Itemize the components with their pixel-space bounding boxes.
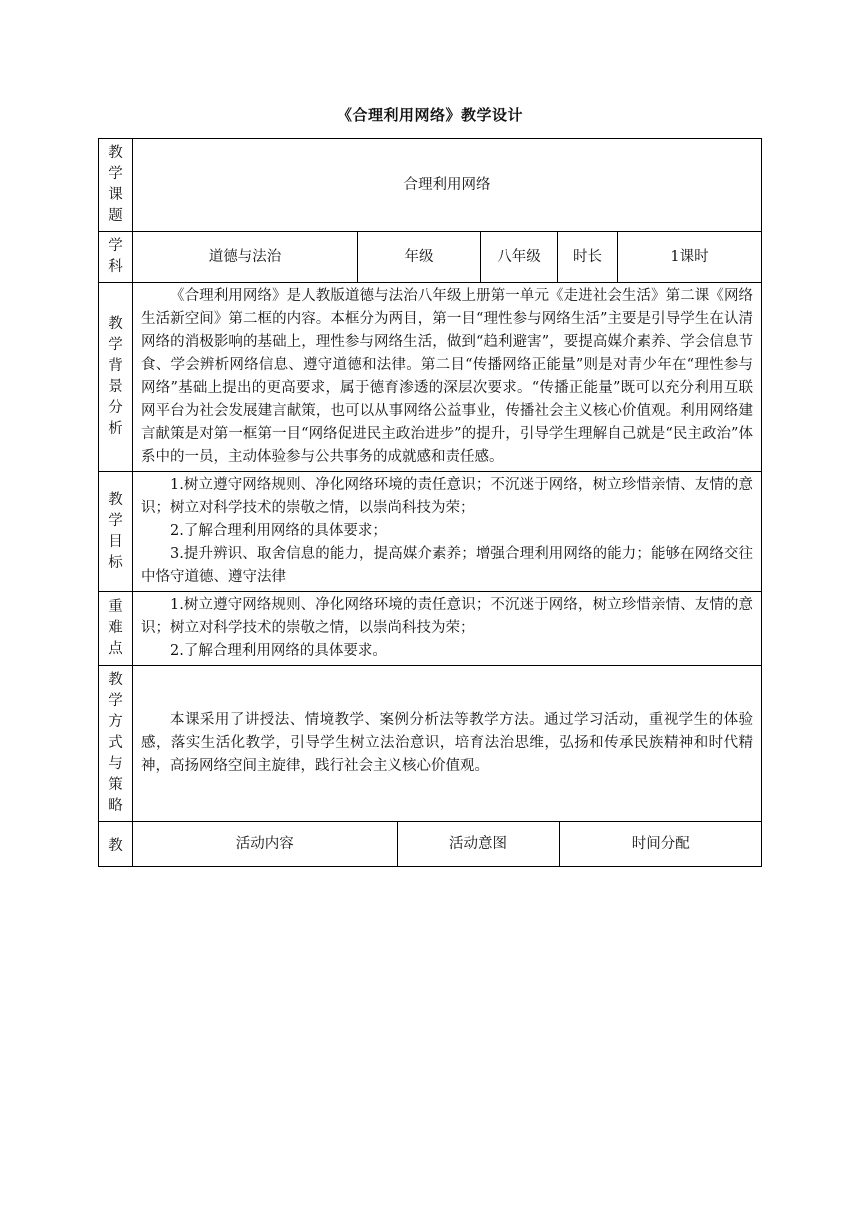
lesson-plan-table bbox=[98, 138, 762, 867]
subject-row bbox=[99, 232, 762, 283]
topic-label: 教 学 课 题 bbox=[99, 139, 133, 232]
goals-label: 教 学 目 标 bbox=[99, 472, 133, 592]
goal-item: 1.树立遵守网络规则、净化网络环境的责任意识；不沉迷于网络，树立珍惜亲情、友情的意识；树立对科学技术的崇敬之情，以崇尚科技为荣； bbox=[141, 477, 754, 516]
topic-row bbox=[99, 139, 762, 232]
background-text-cell bbox=[133, 283, 762, 472]
time-allocation-header: 时间分配 bbox=[559, 822, 762, 866]
background-row bbox=[99, 283, 762, 472]
activity-content-header: 活动内容 bbox=[235, 835, 294, 852]
background-label: 教 学 背 景 分 析 bbox=[99, 283, 133, 472]
activity-intent-header: 活动意图 bbox=[397, 822, 559, 866]
duration-label: 时长 bbox=[558, 232, 618, 283]
topic-value: 合理利用网络 bbox=[133, 139, 762, 232]
grade-value: 八年级 bbox=[481, 232, 558, 283]
duration-value: 1课时 bbox=[618, 232, 762, 283]
goals-row bbox=[99, 472, 762, 592]
process-row bbox=[99, 822, 762, 867]
key-point-item: 2.了解合理利用网络的具体要求。 bbox=[170, 643, 387, 659]
process-label: 教 bbox=[99, 822, 133, 867]
process-header-table bbox=[133, 822, 762, 866]
subject-value: 道德与法治 bbox=[133, 232, 358, 283]
grade-label: 年级 bbox=[358, 232, 481, 283]
methods-label: 教 学 方 式 与 策 略 bbox=[99, 666, 133, 822]
methods-text-cell bbox=[133, 666, 762, 822]
key-points-label: 重 难 点 bbox=[99, 592, 133, 666]
subject-label: 学 科 bbox=[99, 232, 133, 283]
document-title: 《合理利用网络》教学设计 bbox=[336, 106, 523, 124]
goal-item: 2.了解合理利用网络的具体要求； bbox=[170, 523, 387, 539]
methods-paragraph: 本课采用了讲授法、情境教学、案例分析法等教学方法。通过学习活动，重视学生的体验感，落实生活化教学，引导学生树立法治意识，培育法治思维，弘扬和传承民族精神和时代精神，高扬网络空间主旋律，践行社会主义核心价值观。 bbox=[141, 712, 754, 774]
key-point-item: 1.树立遵守网络规则、净化网络环境的责任意识；不沉迷于网络，树立珍惜亲情、友情的意识；树立对科学技术的崇敬之情，以崇尚科技为荣； bbox=[141, 597, 754, 636]
goal-item: 3.提升辨识、取舍信息的能力，提高媒介素养；增强合理利用网络的能力；能够在网络交往中恪守道德、遵守法律 bbox=[141, 546, 754, 585]
key-points-row bbox=[99, 592, 762, 666]
key-points-text-cell bbox=[133, 592, 762, 666]
methods-row bbox=[99, 666, 762, 822]
goals-text-cell bbox=[133, 472, 762, 592]
process-header-cell bbox=[133, 822, 762, 867]
background-paragraph: 《合理利用网络》是人教版道德与法治八年级上册第一单元《走进社会生活》第二课《网络生活新空间》第二框的内容。本框分为两目，第一目“理性参与网络生活”主要是引导学生在认清网络的消极影响的基础上，理性参与网络生活，做到“趋利避害”，要提高媒介素养、学会信息节食、学会辨析网络信息、遵守道德和法律。第二目“传播网络正能量”则是对青少年在“理性参与网络”基础上提出的更高要求，属于德育渗透的深层次要求。“传播正能量”既可以充分利用互联网平台为社会发展建言献策，也可以从事网络公益事业，传播社会主义核心价值观。利用网络建言献策是对第一框第一目“网络促进民主政治进步”的提升，引导学生理解自己就是“民主政治”体系中的一员，主动体验参与公共事务的成就感和责任感。 bbox=[141, 288, 754, 465]
